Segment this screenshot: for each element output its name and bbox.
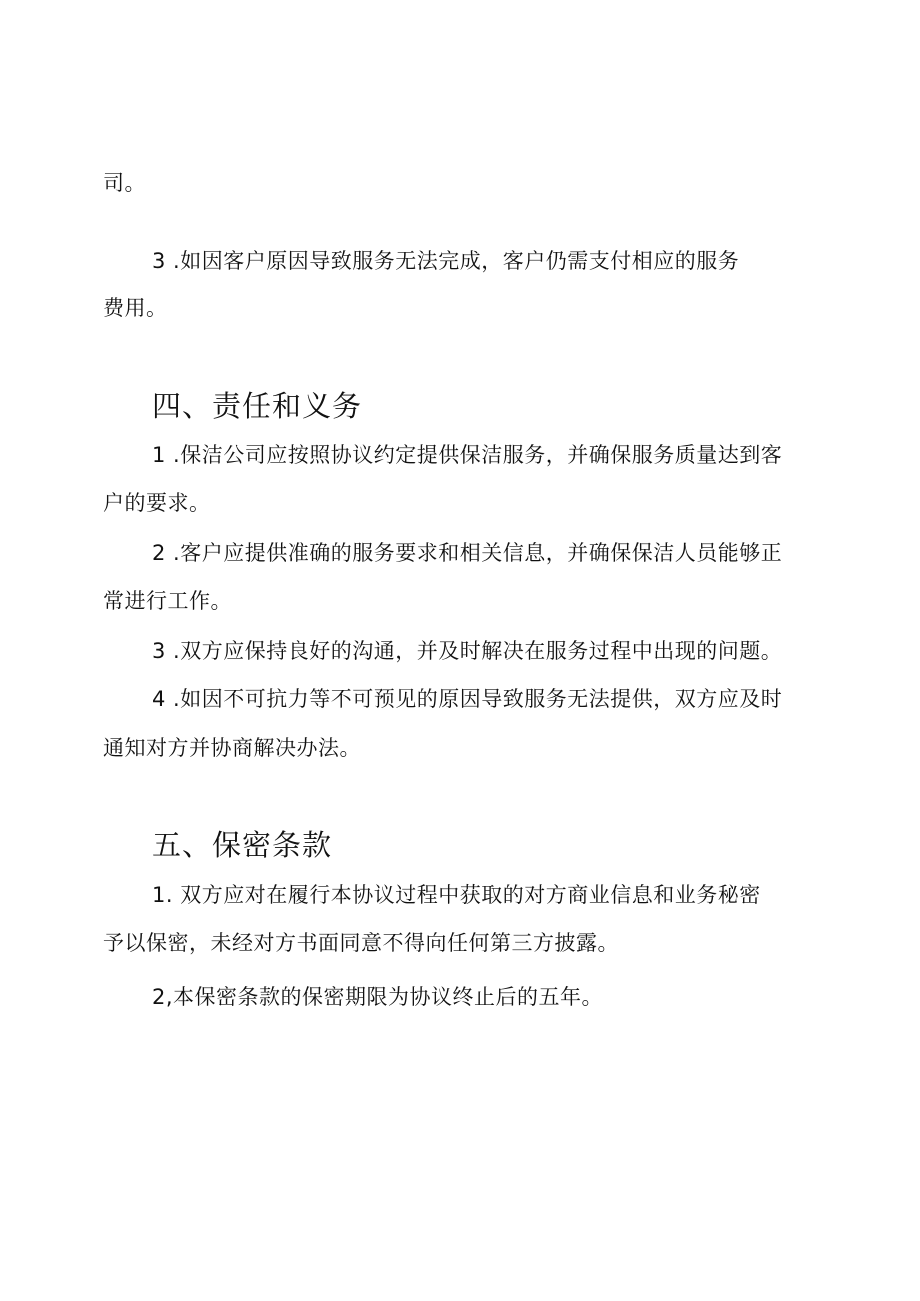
section5-heading: 五、保密条款	[152, 828, 333, 862]
section4-item3-line1: 3 .双方应保持良好的沟通，并及时解决在服务过程中出现的问题。	[152, 639, 783, 663]
section3-item3-line1: 3 .如因客户原因导致服务无法完成，客户仍需支付相应的服务	[152, 249, 740, 273]
section4-item2-line2: 常进行工作。	[103, 589, 232, 613]
section3-continuation: 司。	[103, 171, 146, 195]
section4-item1-line1: 1 .保洁公司应按照协议约定提供保洁服务，并确保服务质量达到客	[152, 443, 783, 467]
section5-item1-line1: 1. 双方应对在履行本协议过程中获取的对方商业信息和业务秘密	[152, 883, 761, 907]
section4-item4-line2: 通知对方并协商解决办法。	[103, 736, 361, 760]
section5-item2-line1: 2,本保密条款的保密期限为协议终止后的五年。	[152, 985, 604, 1009]
section3-item3-line2: 费用。	[103, 296, 168, 320]
section4-item2-line1: 2 .客户应提供准确的服务要求和相关信息，并确保保洁人员能够正	[152, 541, 783, 565]
section4-item4-line1: 4 .如因不可抗力等不可预见的原因导致服务无法提供，双方应及时	[152, 687, 783, 711]
section4-heading: 四、责任和义务	[152, 389, 363, 423]
section5-item1-line2: 予以保密，未经对方书面同意不得向任何第三方披露。	[103, 931, 619, 955]
section4-item1-line2: 户的要求。	[103, 491, 211, 515]
